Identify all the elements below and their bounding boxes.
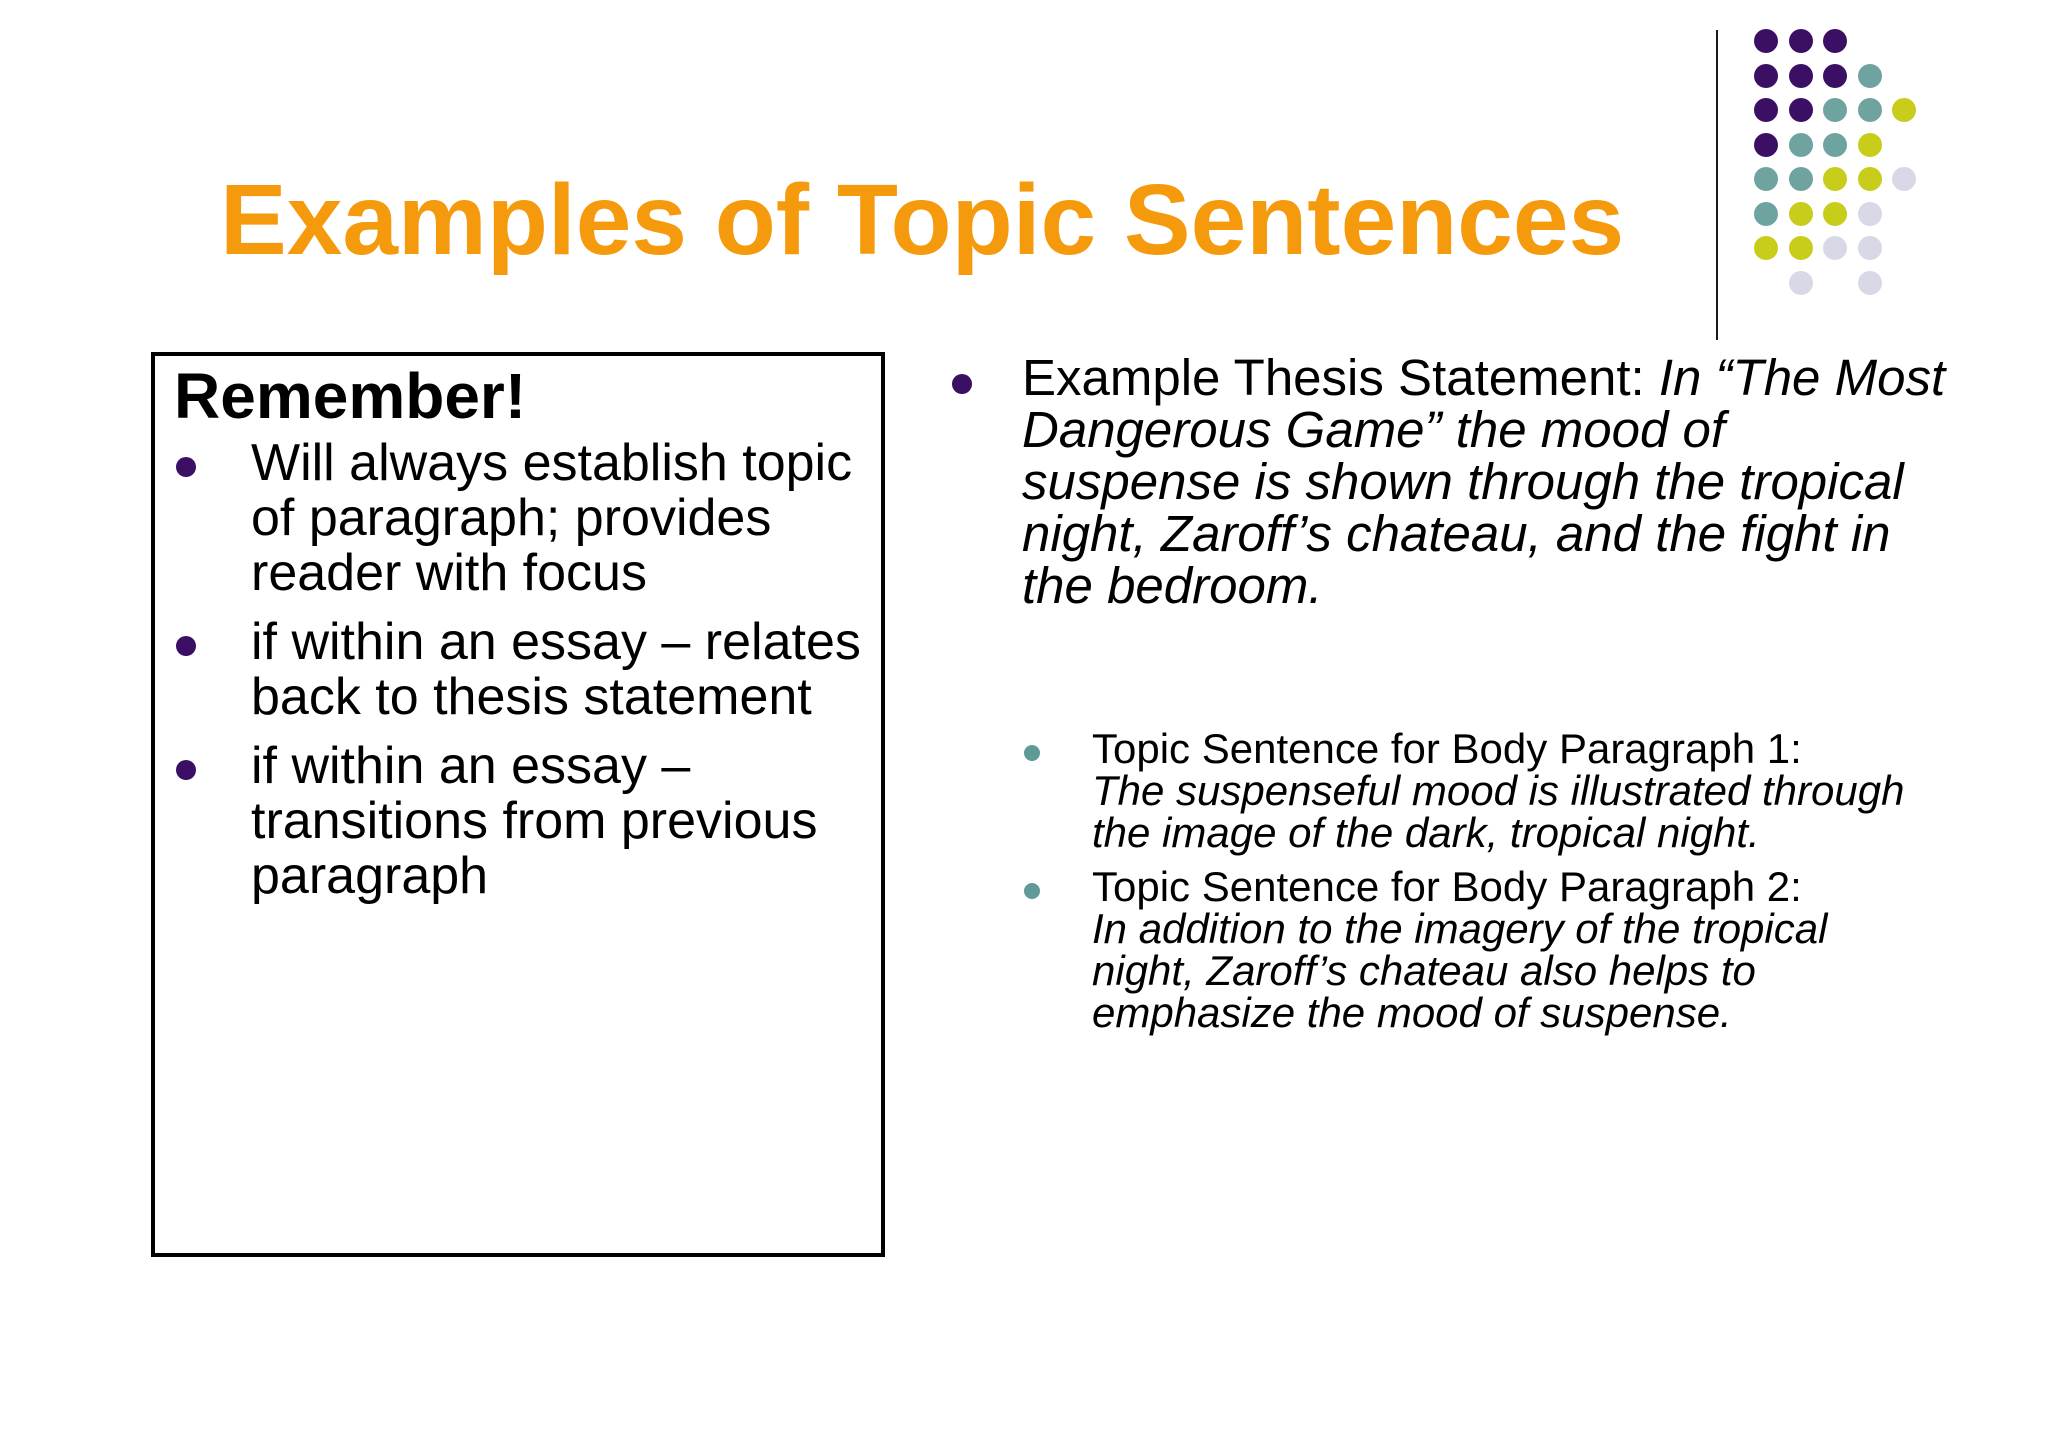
decorative-dot bbox=[1858, 271, 1882, 295]
bullet-icon bbox=[1024, 745, 1040, 761]
decorative-dot bbox=[1754, 98, 1778, 122]
thesis-label: Example Thesis Statement: bbox=[1022, 349, 1659, 406]
decorative-dot bbox=[1789, 29, 1813, 53]
decorative-dot bbox=[1754, 236, 1778, 260]
decorative-dot bbox=[1789, 167, 1813, 191]
decorative-dot bbox=[1858, 236, 1882, 260]
decorative-dot bbox=[1789, 133, 1813, 157]
remember-heading: Remember! bbox=[174, 360, 527, 432]
decorative-dot bbox=[1789, 271, 1813, 295]
title-divider bbox=[1716, 30, 1718, 340]
decorative-dot bbox=[1823, 29, 1847, 53]
decorative-dot bbox=[1823, 133, 1847, 157]
list-item bbox=[1022, 863, 1922, 1036]
decorative-dot bbox=[1823, 64, 1847, 88]
decorative-dot bbox=[1823, 98, 1847, 122]
bullet-icon bbox=[1024, 883, 1040, 899]
decorative-dot bbox=[1858, 64, 1882, 88]
bullet-icon bbox=[952, 374, 972, 394]
list-item bbox=[1022, 725, 1922, 856]
list-item bbox=[155, 615, 881, 725]
list-item-text: if within an essay – transitions from previous paragraph bbox=[251, 737, 818, 905]
decorative-dot bbox=[1858, 202, 1882, 226]
decorative-dot bbox=[1789, 98, 1813, 122]
remember-box bbox=[151, 352, 885, 1257]
list-item-text: if within an essay – relates back to thesis statement bbox=[251, 613, 861, 726]
list-item bbox=[155, 436, 881, 601]
topic-sentence-label: Topic Sentence for Body Paragraph 1: bbox=[1092, 725, 1802, 772]
decorative-dot bbox=[1789, 202, 1813, 226]
bullet-icon bbox=[176, 760, 196, 780]
topic-sentence-label: Topic Sentence for Body Paragraph 2: bbox=[1092, 863, 1802, 910]
bullet-icon bbox=[176, 457, 196, 477]
topic-sentence-list bbox=[1022, 725, 1922, 1046]
thesis-section bbox=[950, 349, 1950, 614]
remember-list bbox=[155, 436, 881, 918]
decorative-dot bbox=[1858, 98, 1882, 122]
list-item bbox=[155, 739, 881, 904]
decorative-dot bbox=[1892, 98, 1916, 122]
decorative-dot bbox=[1754, 29, 1778, 53]
decorative-dot bbox=[1858, 167, 1882, 191]
decorative-dot bbox=[1789, 236, 1813, 260]
thesis-item bbox=[950, 349, 1950, 614]
decorative-dot bbox=[1754, 64, 1778, 88]
thesis-text: In “The Most Dangerous Game” the mood of suspense is shown through the tropical night, Zaroff’s chateau, and the fight in the bedroom. bbox=[1022, 349, 1946, 614]
decorative-dot bbox=[1754, 133, 1778, 157]
decorative-dot bbox=[1892, 167, 1916, 191]
decorative-dot bbox=[1858, 133, 1882, 157]
decorative-dot bbox=[1754, 167, 1778, 191]
topic-sentence-text: In addition to the imagery of the tropical night, Zaroff’s chateau also helps to emphasize the mood of suspense. bbox=[1092, 905, 1828, 1036]
decorative-dot bbox=[1823, 167, 1847, 191]
bullet-icon bbox=[176, 636, 196, 656]
decorative-dot bbox=[1823, 236, 1847, 260]
slide-title: Examples of Topic Sentences bbox=[220, 164, 1625, 276]
decorative-dot bbox=[1823, 202, 1847, 226]
list-item-text: Will always establish topic of paragraph; provides reader with focus bbox=[251, 434, 853, 602]
decorative-dot bbox=[1754, 202, 1778, 226]
topic-sentence-text: The suspenseful mood is illustrated through the image of the dark, tropical night. bbox=[1092, 767, 1905, 856]
decorative-dot bbox=[1789, 64, 1813, 88]
